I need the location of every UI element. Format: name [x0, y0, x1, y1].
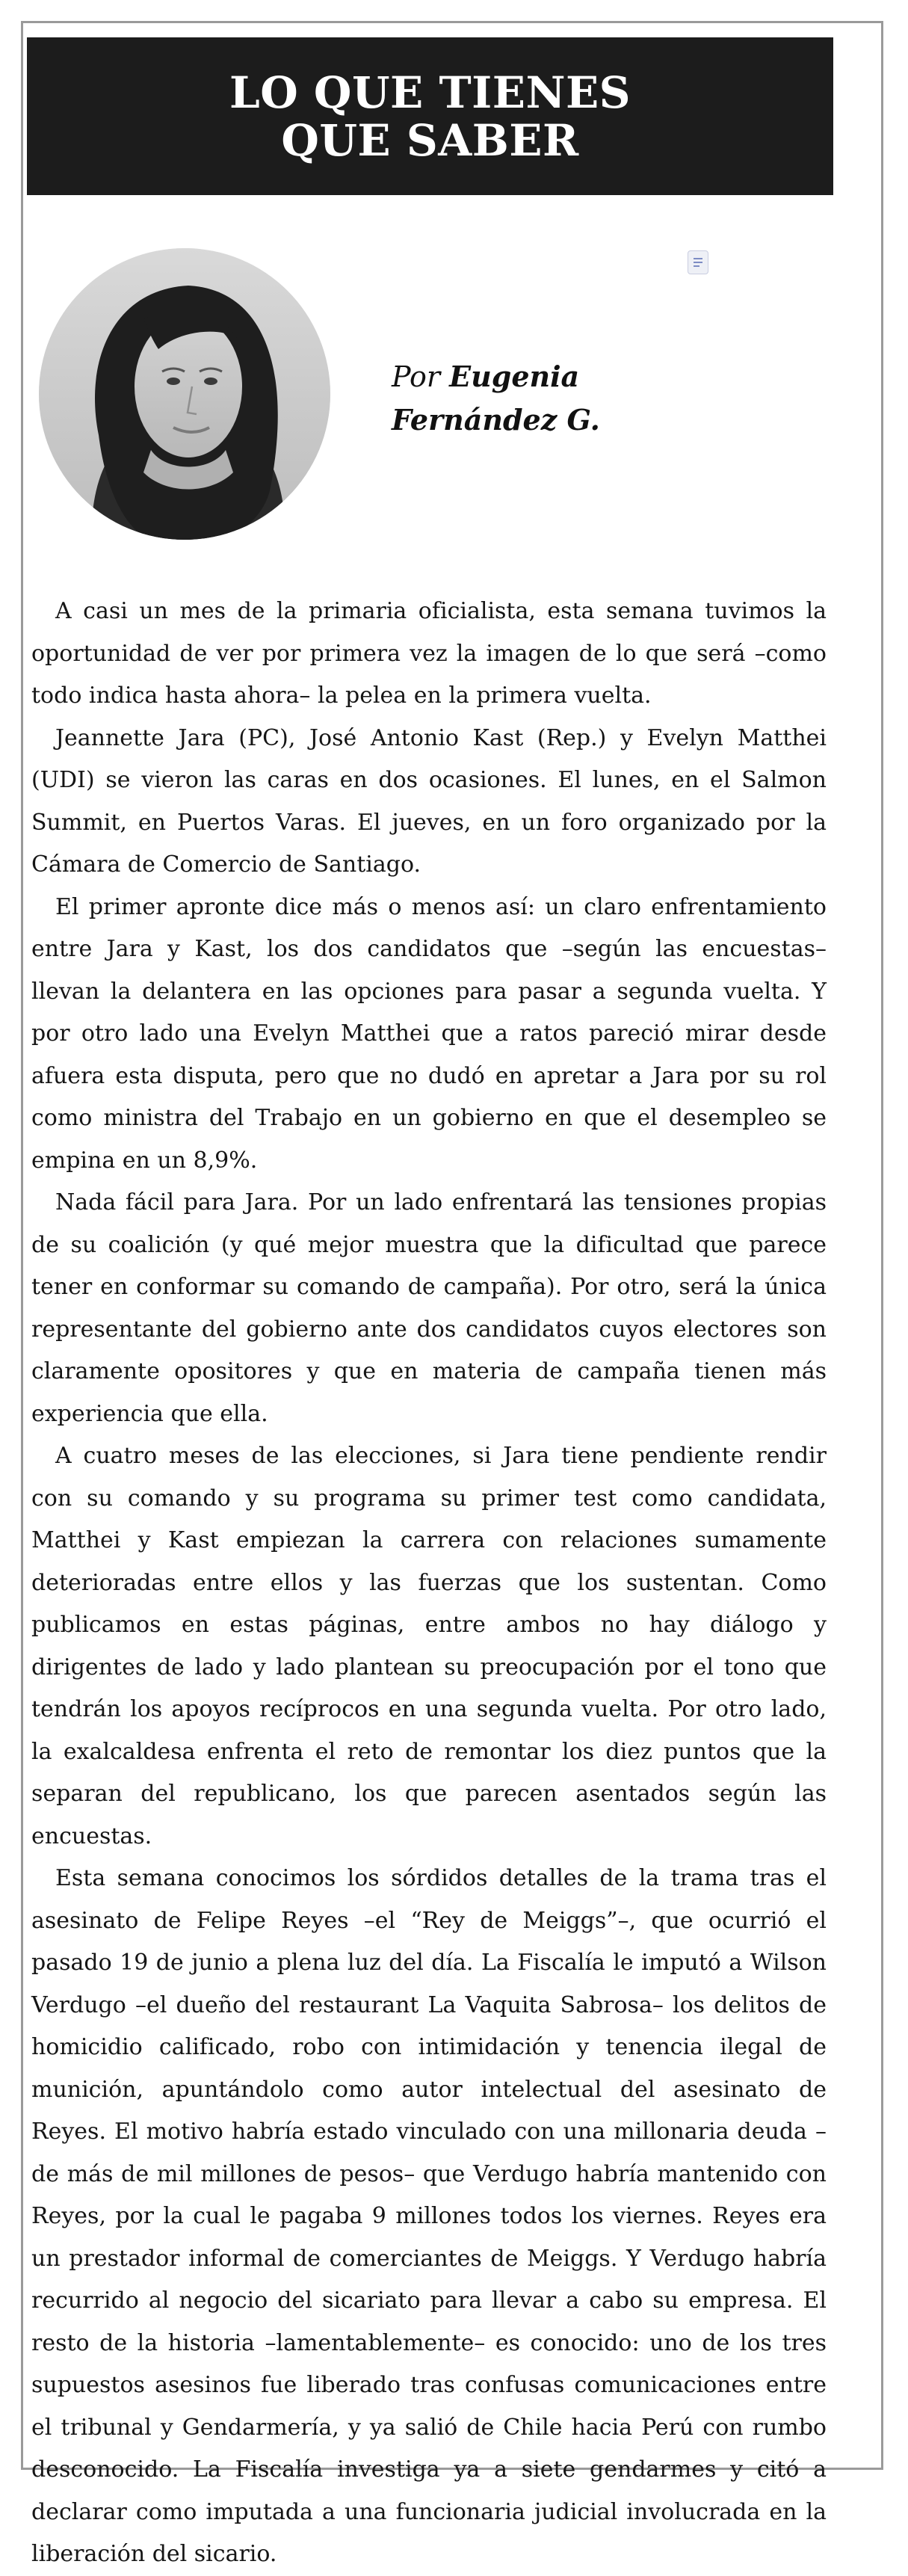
author-name-line-2: Fernández G.: [392, 403, 600, 437]
article-body: [31, 591, 827, 2576]
article-paragraph: El primer apronte dice más o menos así: un claro enfrentamiento entre Jara y Kast, los dos candidatos que –según las encuestas– llevan la delantera en las opciones para pasar a segunda vuelta. Y por otro lado una Evelyn Matthei que a ratos pareció mirar desde afuera esta disputa, pero que no dudó en apretar a Jara por su rol como ministra del Trabajo en un gobierno en que el desempleo se empina en un 8,9%.: [31, 893, 827, 1174]
document-icon[interactable]: [688, 250, 708, 274]
article-paragraph: Esta semana conocimos los sórdidos detalles de la trama tras el asesinato de Felipe Reyes –el “Rey de Meiggs”–, que ocurrió el pasado 19 de junio a plena luz del día. La Fiscalía le imputó a Wilson Verdugo –el dueño del restaurant La Vaquita Sabrosa– los delitos de homicidio calificado, robo con intimidación y tenencia ilegal de munición, apuntándolo como autor intelectual del asesinato de Reyes. El motivo habría estado vinculado con una millonaria deuda –de más de mil millones de pesos– que Verdugo habría mantenido con Reyes, por la cual le pagaba 9 millones todos los viernes. Reyes era un prestador informal de comerciantes de Meiggs. Y Verdugo habría recurrido al negocio del sicariato para llevar a cabo su empresa. El resto de la historia –lamentablemente– es conocido: uno de los tres supuestos asesinos fue liberado tras confusas comunicaciones entre el tribunal y Gendarmería, y ya salió de Chile hacia Perú con rumbo desconocido. La Fiscalía investiga ya a siete gendarmes y citó a declarar como imputada a una funcionaria judicial involucrada en la liberación del sicario.: [31, 1865, 827, 2567]
article-paragraph: Nada fácil para Jara. Por un lado enfrentará las tensiones propias de su coalición (y qué mejor muestra que la dificultad que parece tener en conformar su comando de campaña). Por otro, será la única representante del gobierno ante dos candidatos cuyos electores son claramente opositores y que en materia de campaña tienen más experiencia que ella.: [31, 1189, 827, 1427]
section-title-line-1: LO QUE TIENES: [229, 67, 631, 118]
author-portrait: [39, 248, 330, 540]
section-title: [229, 69, 631, 164]
section-title-line-2: QUE SABER: [281, 114, 579, 166]
article-paragraph: Jeannette Jara (PC), José Antonio Kast (Rep.) y Evelyn Matthei (UDI) se vieron las caras en dos ocasiones. El lunes, en el Salmon Summit, en Puertos Varas. El jueves, en un foro organizado por la Cámara de Comercio de Santiago.: [31, 724, 827, 878]
author-byline: [392, 355, 661, 442]
author-photo-illustration: [39, 248, 330, 540]
article-paragraph: A casi un mes de la primaria oficialista, esta semana tuvimos la oportunidad de ver por primera vez la imagen de lo que será –como todo indica hasta ahora– la pelea en la primera vuelta.: [31, 598, 827, 709]
section-header: [27, 37, 833, 195]
author-name-line-1: Eugenia: [449, 360, 580, 393]
byline-prefix: Por: [392, 360, 450, 393]
article-paragraph: A cuatro meses de las elecciones, si Jara tiene pendiente rendir con su comando y su programa su primer test como candidata, Matthei y Kast empiezan la carrera con relaciones sumamente deterioradas entre ellos y las fuerzas que los sustentan. Como publicamos en estas páginas, entre ambos no hay diálogo y dirigentes de lado y lado plantean su preocupación por el tono que tendrán los apoyos recíprocos en una segunda vuelta. Por otro lado, la exalcaldesa enfrenta el reto de remontar los diez puntos que la separan del republicano, los que parecen asentados según las encuestas.: [31, 1443, 827, 1849]
